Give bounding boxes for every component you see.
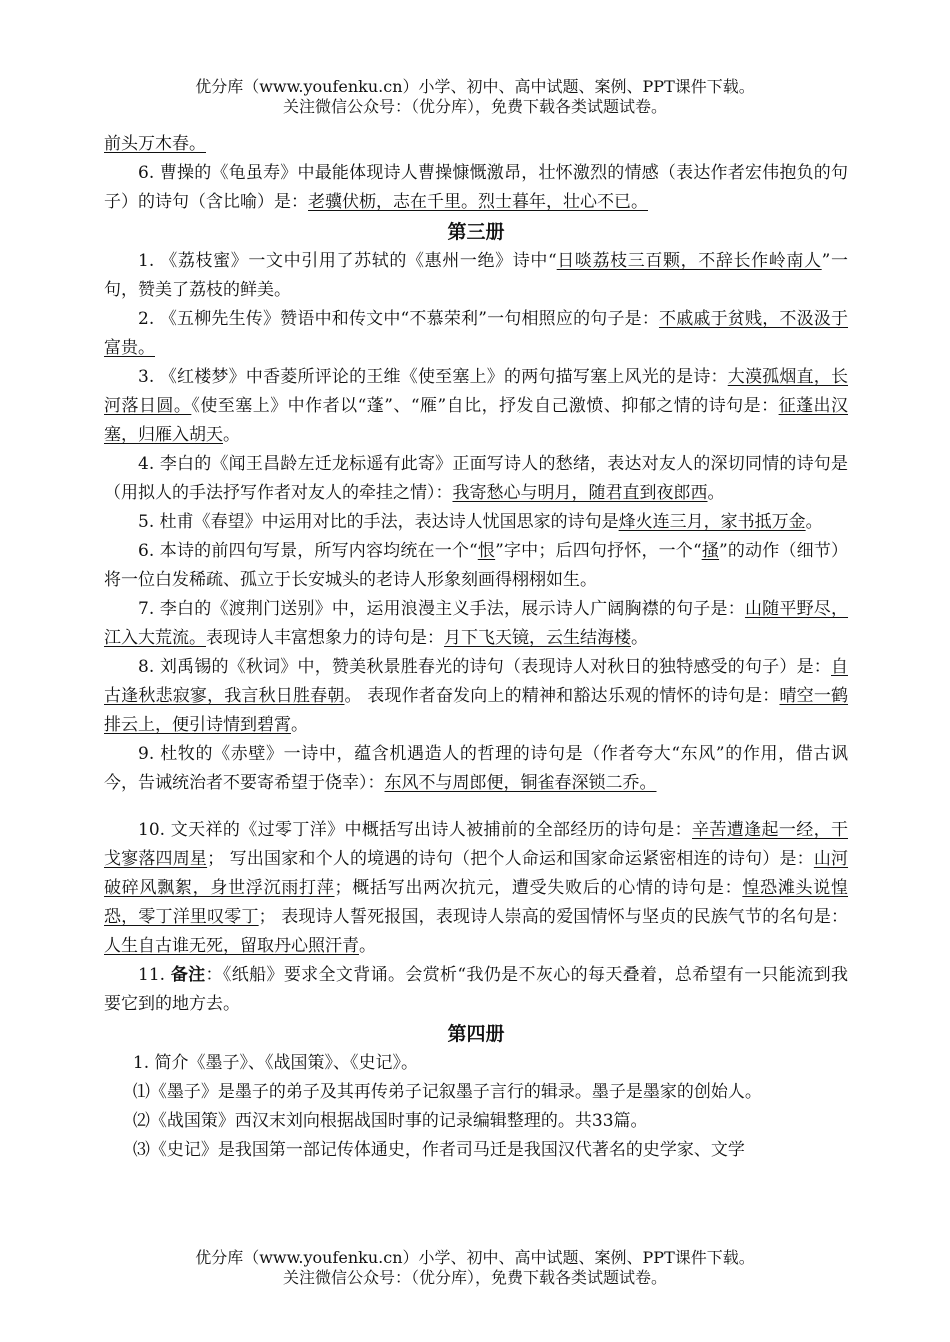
answer-text: 山随平野尽，江入大荒流。 — [104, 599, 849, 648]
answer-text: 山河破碎风飘絮，身世浮沉雨打萍 — [104, 849, 849, 898]
answer-text: 晴空一鹤排云上，便引诗情到碧霄 — [104, 686, 849, 735]
answer-text: 烽火连三月，家书抵万金 — [618, 512, 806, 532]
question-9: 9. 杜牧的《赤壁》一诗中，蕴含机遇造人的哲理的诗句是（作者夸大“东风”的作用，借古讽今，告诫统治者不要寄希望于侥幸）：东风不与周郎便，铜雀春深锁二乔。 — [104, 744, 848, 793]
question-1: 1. 《荔枝蜜》一文中引用了苏轼的《惠州一绝》诗中“日啖荔枝三百颗，不辞长作岭南人”一句，赞美了荔枝的鲜美。 — [104, 251, 848, 300]
header-line-2: 关注微信公众号：（优分库），免费下载各类试题试卷。 — [282, 97, 667, 116]
answer-text: 我寄愁心与明月，随君直到夜郎西 — [452, 483, 708, 503]
header-line-1: 优分库（www.youfenku.cn）小学、初中、高中试题、案例、PPT课件下载。 — [195, 77, 755, 96]
question-7: 7. 李白的《渡荆门送别》中，运用浪漫主义手法，展示诗人广阔胸襟的句子是：山随平野尽，江入大荒流。表现诗人丰富想象力的诗句是：月下飞天镜，云生结海楼。 — [104, 599, 849, 648]
spacer — [104, 798, 848, 816]
question-6: 6. 本诗的前四句写景，所写内容均统在一个“恨”字中；后四句抒怀，一个“搔”的动作（细节）将一位白发稀疏、孤立于长安城头的老诗人形象刻画得栩栩如生。 — [104, 541, 849, 590]
answer-text: 老骥伏枥，志在千里。烈士暮年，壮心不已。 — [308, 192, 648, 212]
answer-text: 征蓬出汉塞，归雁入胡天 — [104, 396, 849, 445]
answer-text: 搔 — [701, 541, 720, 561]
answer-text: 辛苦遭逢起一经，干戈寥落四周星 — [104, 820, 848, 869]
answer-text: 日啖荔枝三百颗，不辞长作岭南人 — [556, 251, 822, 271]
list-item: ⑶《史记》是我国第一部记传体通史，作者司马迁是我国汉代著名的史学家、文学 — [132, 1140, 745, 1160]
answer-text: 自古逢秋悲寂寥，我言秋日胜春朝 — [104, 657, 848, 706]
footer-line-1: 优分库（www.youfenku.cn）小学、初中、高中试题、案例、PPT课件下载。 — [195, 1248, 755, 1267]
section-title-book3: 第三册 — [447, 221, 505, 243]
page-header — [0, 77, 950, 117]
page-footer — [0, 1248, 950, 1288]
answer-text: 人生自古谁无死，留取丹心照汗青 — [104, 936, 359, 956]
question-3: 3. 《红楼梦》中香菱所评论的王维《使至塞上》的两句描写塞上风光的是诗：大漠孤烟直，长河落日圆。《使至塞上》中作者以“蓬”、“雁”自比，抒发自己激愤、抑郁之情的诗句是：征蓬出汉塞，归雁入胡天。 — [104, 367, 849, 445]
answer-text: 不戚戚于贫贱，不汲汲于富贵。 — [104, 309, 848, 358]
answer-text: 惶恐滩头说惶恐，零丁洋里叹零丁 — [104, 878, 849, 927]
list-item: ⑴《墨子》是墨子的弟子及其再传弟子记叙墨子言行的辑录。墨子是墨家的创始人。 — [132, 1082, 762, 1102]
list-item: 1. 简介《墨子》、《战国策》、《史记》。 — [132, 1053, 419, 1073]
question-5: 5. 杜甫《春望》中运用对比的手法，表达诗人忧国思家的诗句是烽火连三月，家书抵万金。 — [138, 512, 823, 532]
answer-text: 恨 — [477, 541, 496, 561]
list-item: ⑵《战国策》西汉末刘向根据战国时事的记录编辑整理的。共33篇。 — [132, 1111, 648, 1131]
question-4: 4. 李白的《闻王昌龄左迁龙标遥有此寄》正面写诗人的愁绪，表达对友人的深切同情的诗句是（用拟人的手法抒写作者对友人的牵挂之情）：我寄愁心与明月，随君直到夜郎西。 — [104, 454, 848, 503]
section-title-book4: 第四册 — [447, 1023, 505, 1045]
answer-text: 前头万木春。 — [104, 134, 206, 154]
footer-line-2: 关注微信公众号：（优分库），免费下载各类试题试卷。 — [282, 1268, 667, 1287]
answer-text: 东风不与周郎便，铜雀春深锁二乔。 — [384, 773, 657, 793]
answer-text: 月下飞天镜，云生结海楼 — [444, 628, 631, 648]
document-body — [104, 130, 848, 1165]
question-8: 8. 刘禹锡的《秋词》中，赞美秋景胜春光的诗句（表现诗人对秋日的独特感受的句子）是：自古逢秋悲寂寥，我言秋日胜春朝。 表现作者奋发向上的精神和豁达乐观的情怀的诗句是：晴空一鹤排云上，便引诗情到碧霄。 — [104, 657, 849, 735]
answer-text: 大漠孤烟直，长河落日圆。 — [104, 367, 849, 416]
question-10: 10. 文天祥的《过零丁洋》中概括写出诗人被捕前的全部经历的诗句是：辛苦遭逢起一经，干戈寥落四周星； 写出国家和个人的境遇的诗句（把个人命运和国家命运紧密相连的诗句）是：山河破碎风飘絮，身世浮沉雨打萍；概括写出两次抗元，遭受失败后的心情的诗句是：惶恐滩头说惶恐，零丁洋里叹零丁； 表现诗人誓死报国，表现诗人崇高的爱国情怀与坚贞的民族气节的名句是：人生自古谁无死，留取丹心照汗青。 — [104, 820, 849, 956]
paragraph-continuation — [104, 130, 848, 159]
question-11: 11. 备注：《纸船》要求全文背诵。会赏析“我仍是不灰心的每天叠着，总希望有一只能流到我要它到的地方去。 — [104, 965, 848, 1014]
question-6-book2: 6. 曹操的《龟虽寿》中最能体现诗人曹操慷慨激昂，壮怀激烈的情感（表达作者宏伟抱负的句子）的诗句（含比喻）是：老骥伏枥，志在千里。烈士暮年，壮心不已。 — [104, 163, 848, 212]
note-label: 备注 — [170, 965, 206, 985]
question-2: 2. 《五柳先生传》赞语中和传文中“不慕荣利”一句相照应的句子是：不戚戚于贫贱，不汲汲于富贵。 — [104, 309, 848, 358]
